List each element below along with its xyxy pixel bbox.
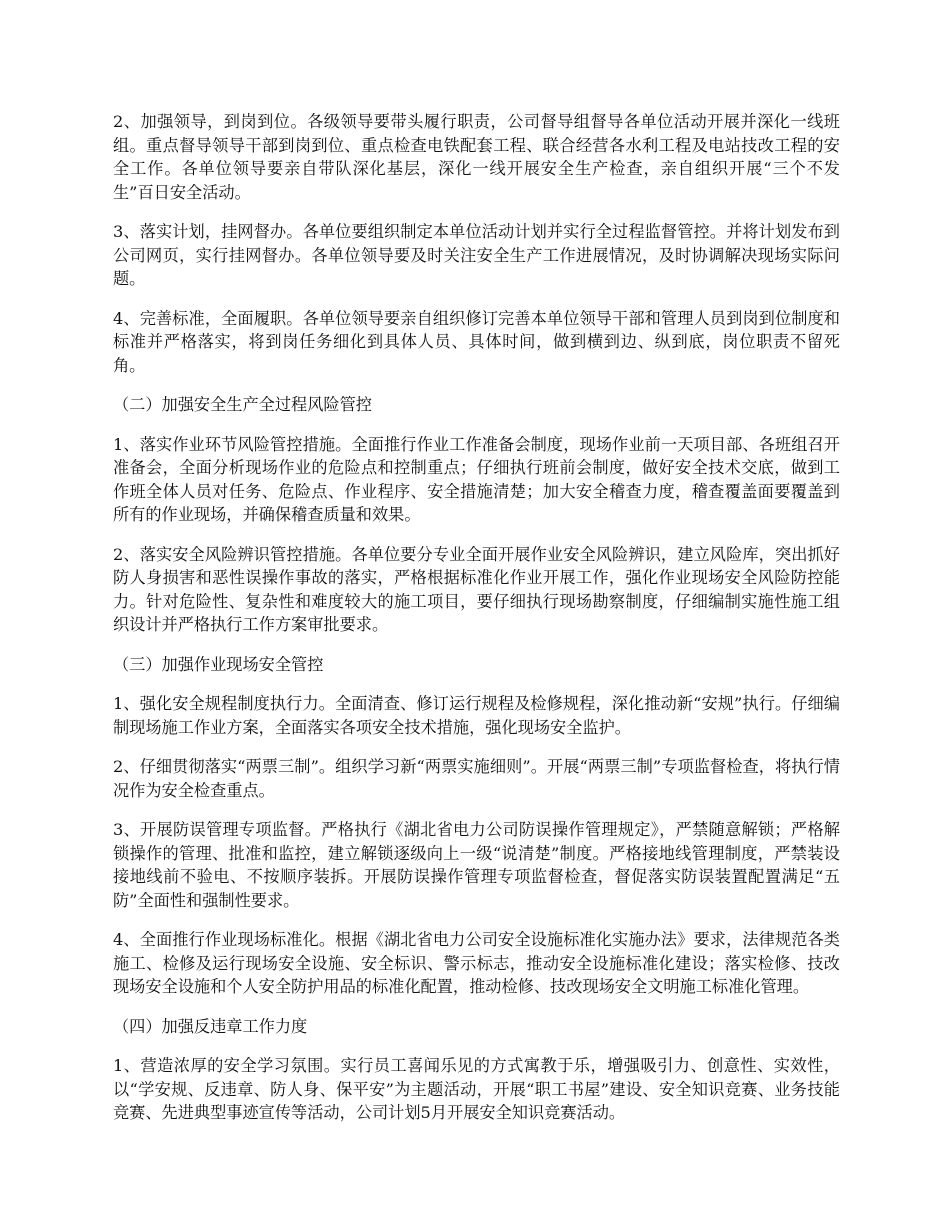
section-heading-risk-control: （二）加强安全生产全过程风险管控	[113, 395, 372, 414]
paragraph-standardization: 4、全面推行作业现场标准化。根据《湖北省电力公司安全设施标准化实施办法》要求，法律规范各类施工、检修及运行现场安全设施、安全标识、警示标志，推动安全设施标准化建设；落实检修、技改现场安全设施和个人安全防护用品的标准化配置，推动检修、技改现场安全文明施工标准化管理。	[113, 930, 840, 996]
paragraph-two-tickets: 2、仔细贯彻落实“两票三制”。组织学习新“两票实施细则”。开展“两票三制”专项监督检查，将执行情况作为安全检查重点。	[113, 757, 840, 800]
paragraph-work-risk: 1、落实作业环节风险管控措施。全面推行作业工作准备会制度，现场作业前一天项目部、各班组召开准备会，全面分析现场作业的危险点和控制重点；仔细执行班前会制度，做好安全技术交底，做到工作班全体人员对任务、危险点、作业程序、安全措施清楚；加大安全稽查力度，稽查覆盖面要覆盖到所有的作业现场，并确保稽查质量和效果。	[113, 434, 840, 524]
section-heading-site-control: （三）加强作业现场安全管控	[113, 654, 324, 674]
document-body	[113, 110, 840, 1141]
paragraph-regulations: 1、强化安全规程制度执行力。全面清查、修订运行规程及检修规程，深化推动新“安规”执行。仔细编制现场施工作业方案，全面落实各项安全技术措施，强化现场安全监护。	[113, 694, 840, 737]
paragraph-plan: 3、落实计划，挂网督办。各单位要组织制定本单位活动计划并实行全过程监督管控。并将计划发布到公司网页，实行挂网督办。各单位领导要及时关注安全生产工作进展情况，及时协调解决现场实际问题。	[113, 222, 840, 288]
paragraph-leadership: 2、加强领导，到岗到位。各级领导要带头履行职责，公司督导组督导各单位活动开展并深化一线班组。重点督导领导干部到岗到位、重点检查电铁配套工程、联合经营各水利工程及电站技改工程的安全工作。各单位领导要亲自带队深化基层，深化一线开展安全生产检查，亲自组织开展“三个不发生”百日安全活动。	[113, 112, 840, 202]
paragraph-anti-misoperation: 3、开展防误管理专项监督。严格执行《湖北省电力公司防误操作管理规定》，严禁随意解锁；严格解锁操作的管理、批准和监控，建立解锁逐级向上一级“说清楚”制度。严格接地线管理制度，严禁装设接地线前不验电、不按顺序装拆。开展防误操作管理专项监督检查，督促落实防误装置配置满足“五防”全面性和强制性要求。	[113, 820, 840, 910]
paragraph-standards: 4、完善标准，全面履职。各单位领导要亲自组织修订完善本单位领导干部和管理人员到岗到位制度和标准并严格落实，将到岗任务细化到具体人员、具体时间，做到横到边、纵到底，岗位职责不留死角。	[113, 308, 840, 375]
paragraph-risk-identification: 2、落实安全风险辨识管控措施。各单位要分专业全面开展作业安全风险辨识，建立风险库，突出抓好防人身损害和恶性误操作事故的落实，严格根据标准化作业开展工作，强化作业现场安全风险防控能力。针对危险性、复杂性和难度较大的施工项目，要仔细执行现场勘察制度，仔细编制实施性施工组织设计并严格执行工作方案审批要求。	[113, 544, 840, 634]
paragraph-learning-atmosphere: 1、营造浓厚的安全学习氛围。实行员工喜闻乐见的方式寓教于乐，增强吸引力、创意性、实效性，以“学安规、反违章、防人身、保平安”为主题活动，开展“职工书屋”建设、安全知识竞赛、业务技能竞赛、先进典型事迹宣传等活动，公司计划5月开展安全知识竞赛活动。	[113, 1056, 840, 1122]
section-heading-anti-violation: （四）加强反违章工作力度	[113, 1016, 308, 1036]
